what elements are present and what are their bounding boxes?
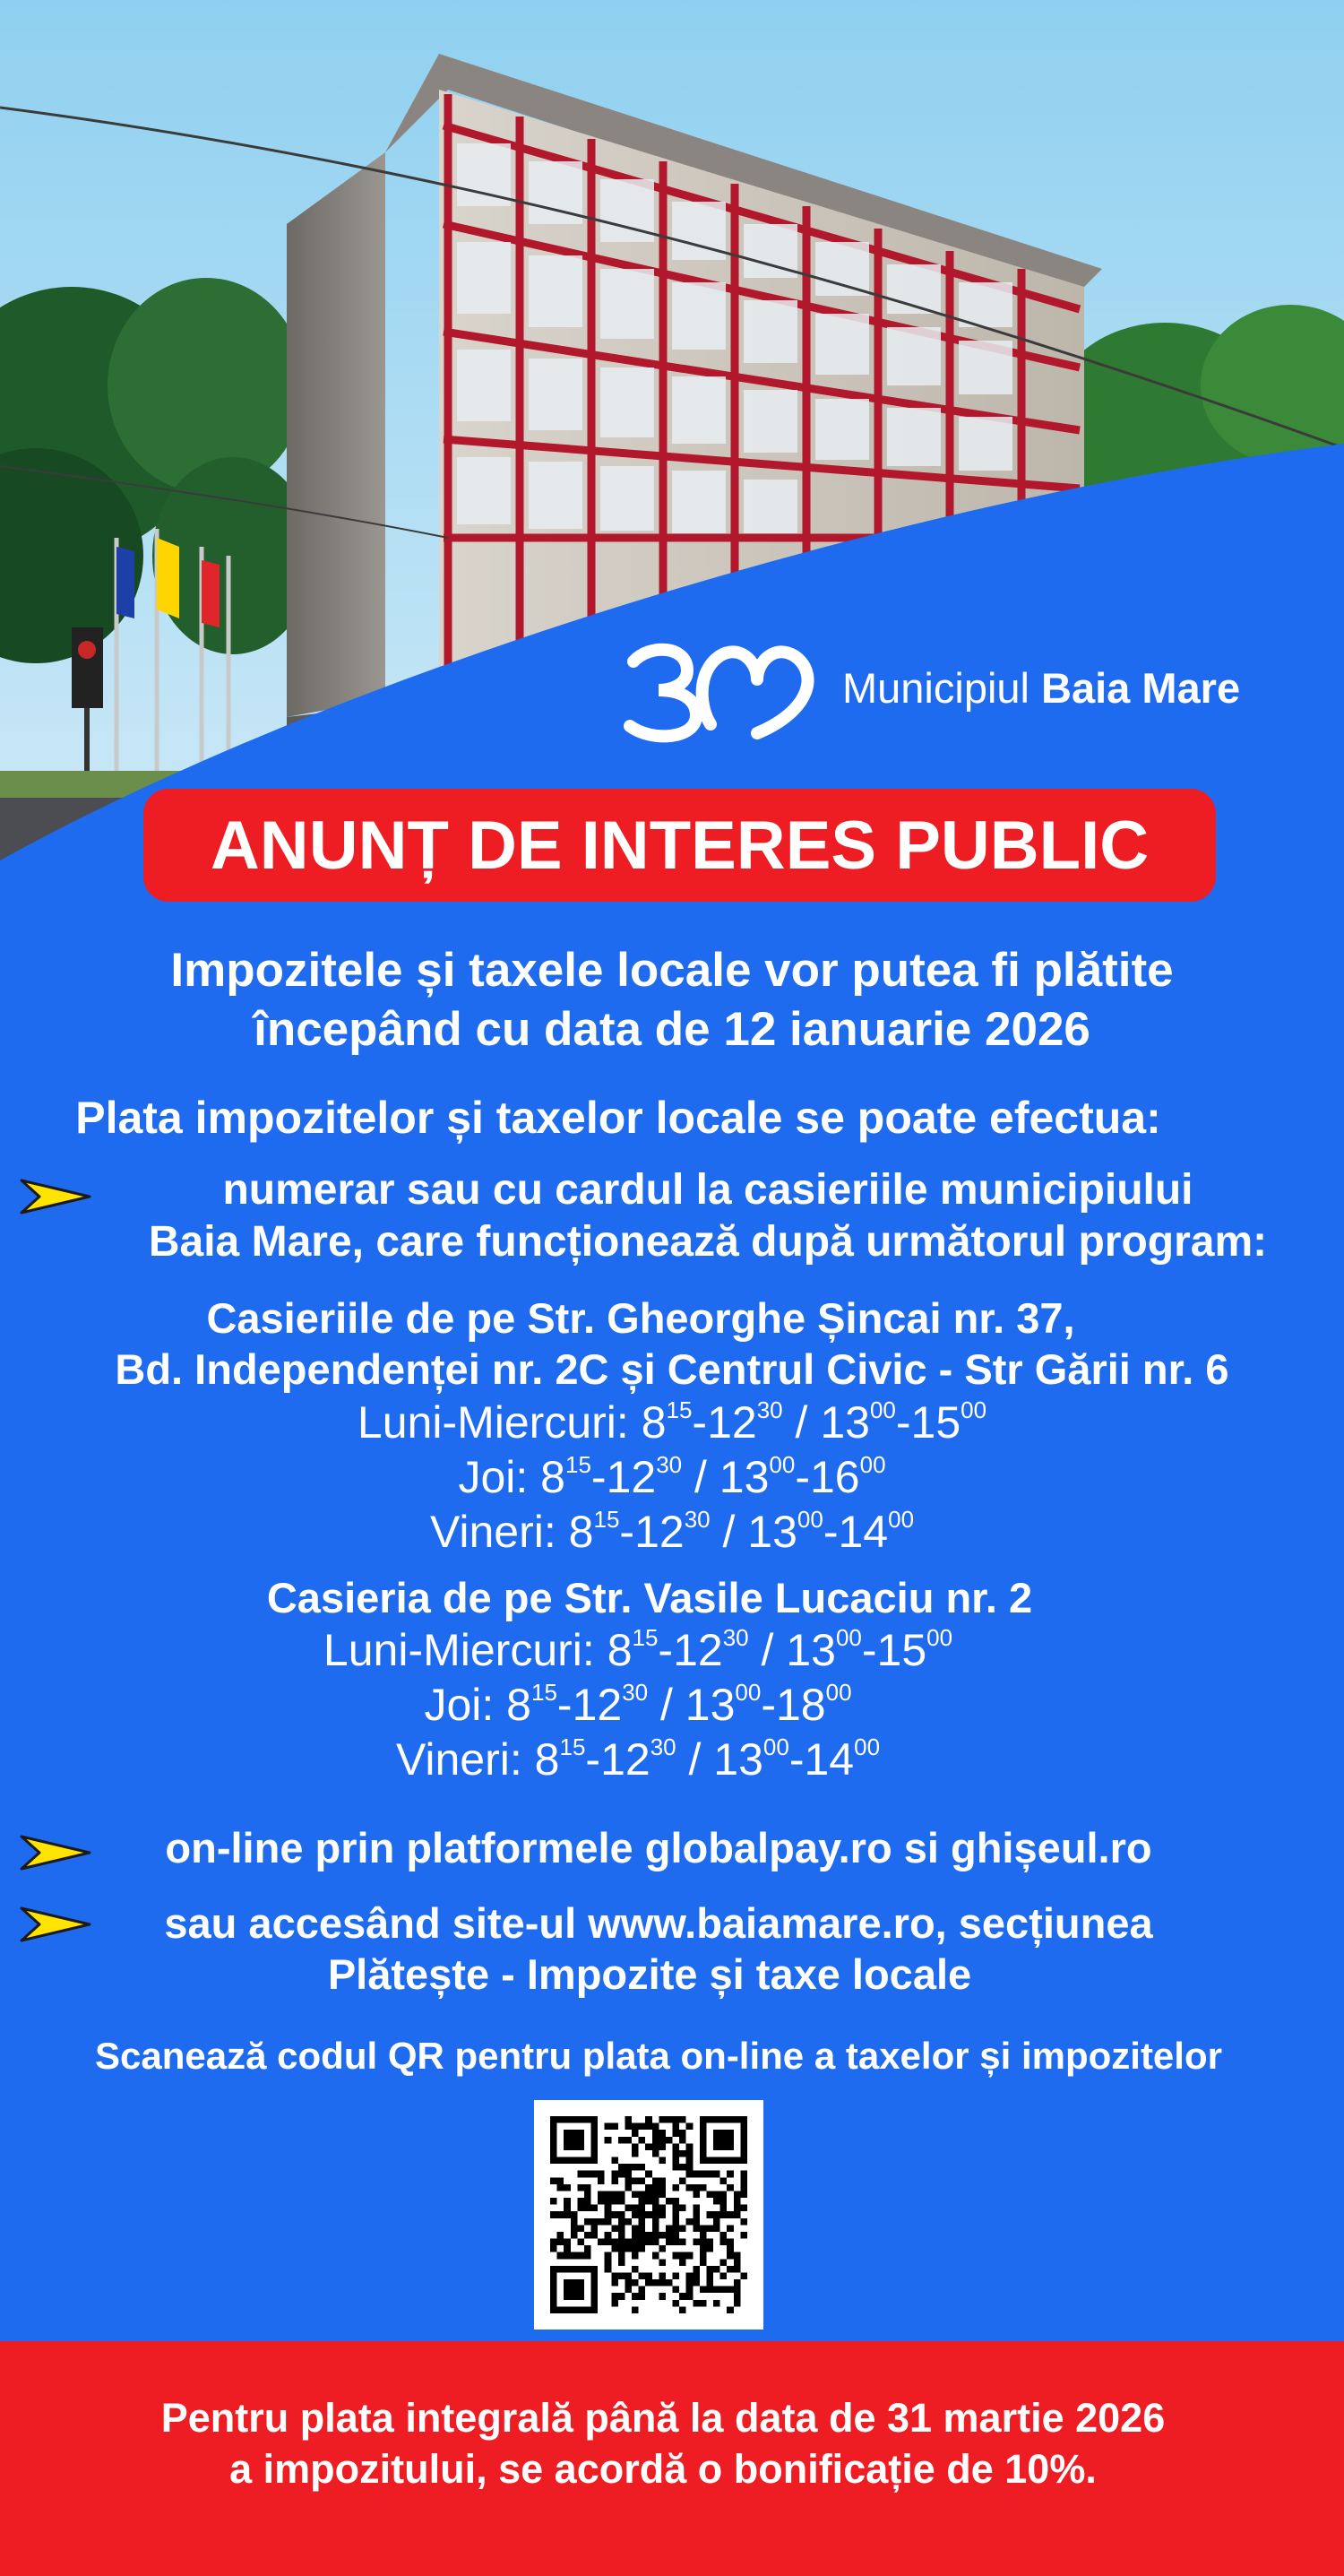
discount-footer: [0, 2341, 1344, 2576]
cashier-group-1-heading-1: Casieriile de pe Str. Gheorghe Șincai nr. 37,: [206, 1294, 1075, 1342]
qr-code[interactable]: [534, 2100, 763, 2330]
brand-name: [842, 663, 1240, 713]
group-2-schedule-row: Joi: $8^{15}-12^{30} / 13^{00}-18^{00}$: [424, 1678, 852, 1730]
qr-code-icon: [550, 2116, 747, 2313]
bm-logo-icon: [614, 636, 820, 744]
cash-option-line-1: numerar sau cu cardul la casieriile municipiului: [222, 1166, 1193, 1214]
cashier-group-1-heading-2: Bd. Independenței nr. 2C și Centrul Civic - Str Gării nr. 6: [115, 1345, 1229, 1393]
municipality-logo: [614, 636, 1322, 744]
intro-date-prefix: începând cu data de: [254, 1003, 711, 1056]
footer-line-2: a impozitului, se acordă o bonificație de 10%.: [229, 2446, 1097, 2492]
online-option-line: on-line prin platformele globalpay.ro si ghișeul.ro: [165, 1824, 1152, 1871]
site-option-line-2: Plătește - Impozite și taxe locale: [327, 1950, 972, 1998]
site-option-line-1: sau accesând site-ul www.baiamare.ro, secțiunea: [164, 1899, 1153, 1947]
qr-caption: Scanează codul QR pentru plata on-line a taxelor și impozitelor: [95, 2035, 1222, 2077]
intro-line-1: Impozitele și taxele locale vor putea fi plătite: [170, 944, 1174, 997]
footer-line-1: Pentru plata integrală până la data de 31 martie 2026: [160, 2395, 1166, 2441]
group-1-schedule-row: Luni-Miercuri: $8^{15}-12^{30} / 13^{00}-15^{00}$: [357, 1396, 987, 1448]
payment-heading: Plata impozitelor și taxelor locale se poate efectua:: [75, 1093, 1161, 1143]
announcement-title: ANUNȚ DE INTERES PUBLIC: [210, 807, 1150, 884]
group-1-schedule-row: Vineri: $8^{15}-12^{30} / 13^{00}-14^{00}$: [429, 1505, 915, 1557]
cash-option-line-2: Baia Mare, care funcționează după următorul program:: [148, 1218, 1268, 1266]
title-banner: [143, 789, 1216, 902]
brand-prefix: Municipiul: [842, 664, 1030, 712]
group-2-schedule-row: Vineri: $8^{15}-12^{30} / 13^{00}-14^{00}$: [395, 1733, 881, 1785]
intro-date: 12 ianuarie 2026: [723, 1003, 1090, 1056]
intro-line-2: [0, 1002, 1344, 1057]
group-1-schedule-row: Joi: $8^{15}-12^{30} / 13^{00}-16^{00}$: [458, 1450, 886, 1502]
group-2-schedule-row: Luni-Miercuri: $8^{15}-12^{30} / 13^{00}-15^{00}$: [323, 1623, 953, 1675]
brand-city: Baia Mare: [1041, 664, 1241, 712]
cashier-group-2-heading: Casieria de pe Str. Vasile Lucaciu nr. 2: [266, 1574, 1033, 1621]
